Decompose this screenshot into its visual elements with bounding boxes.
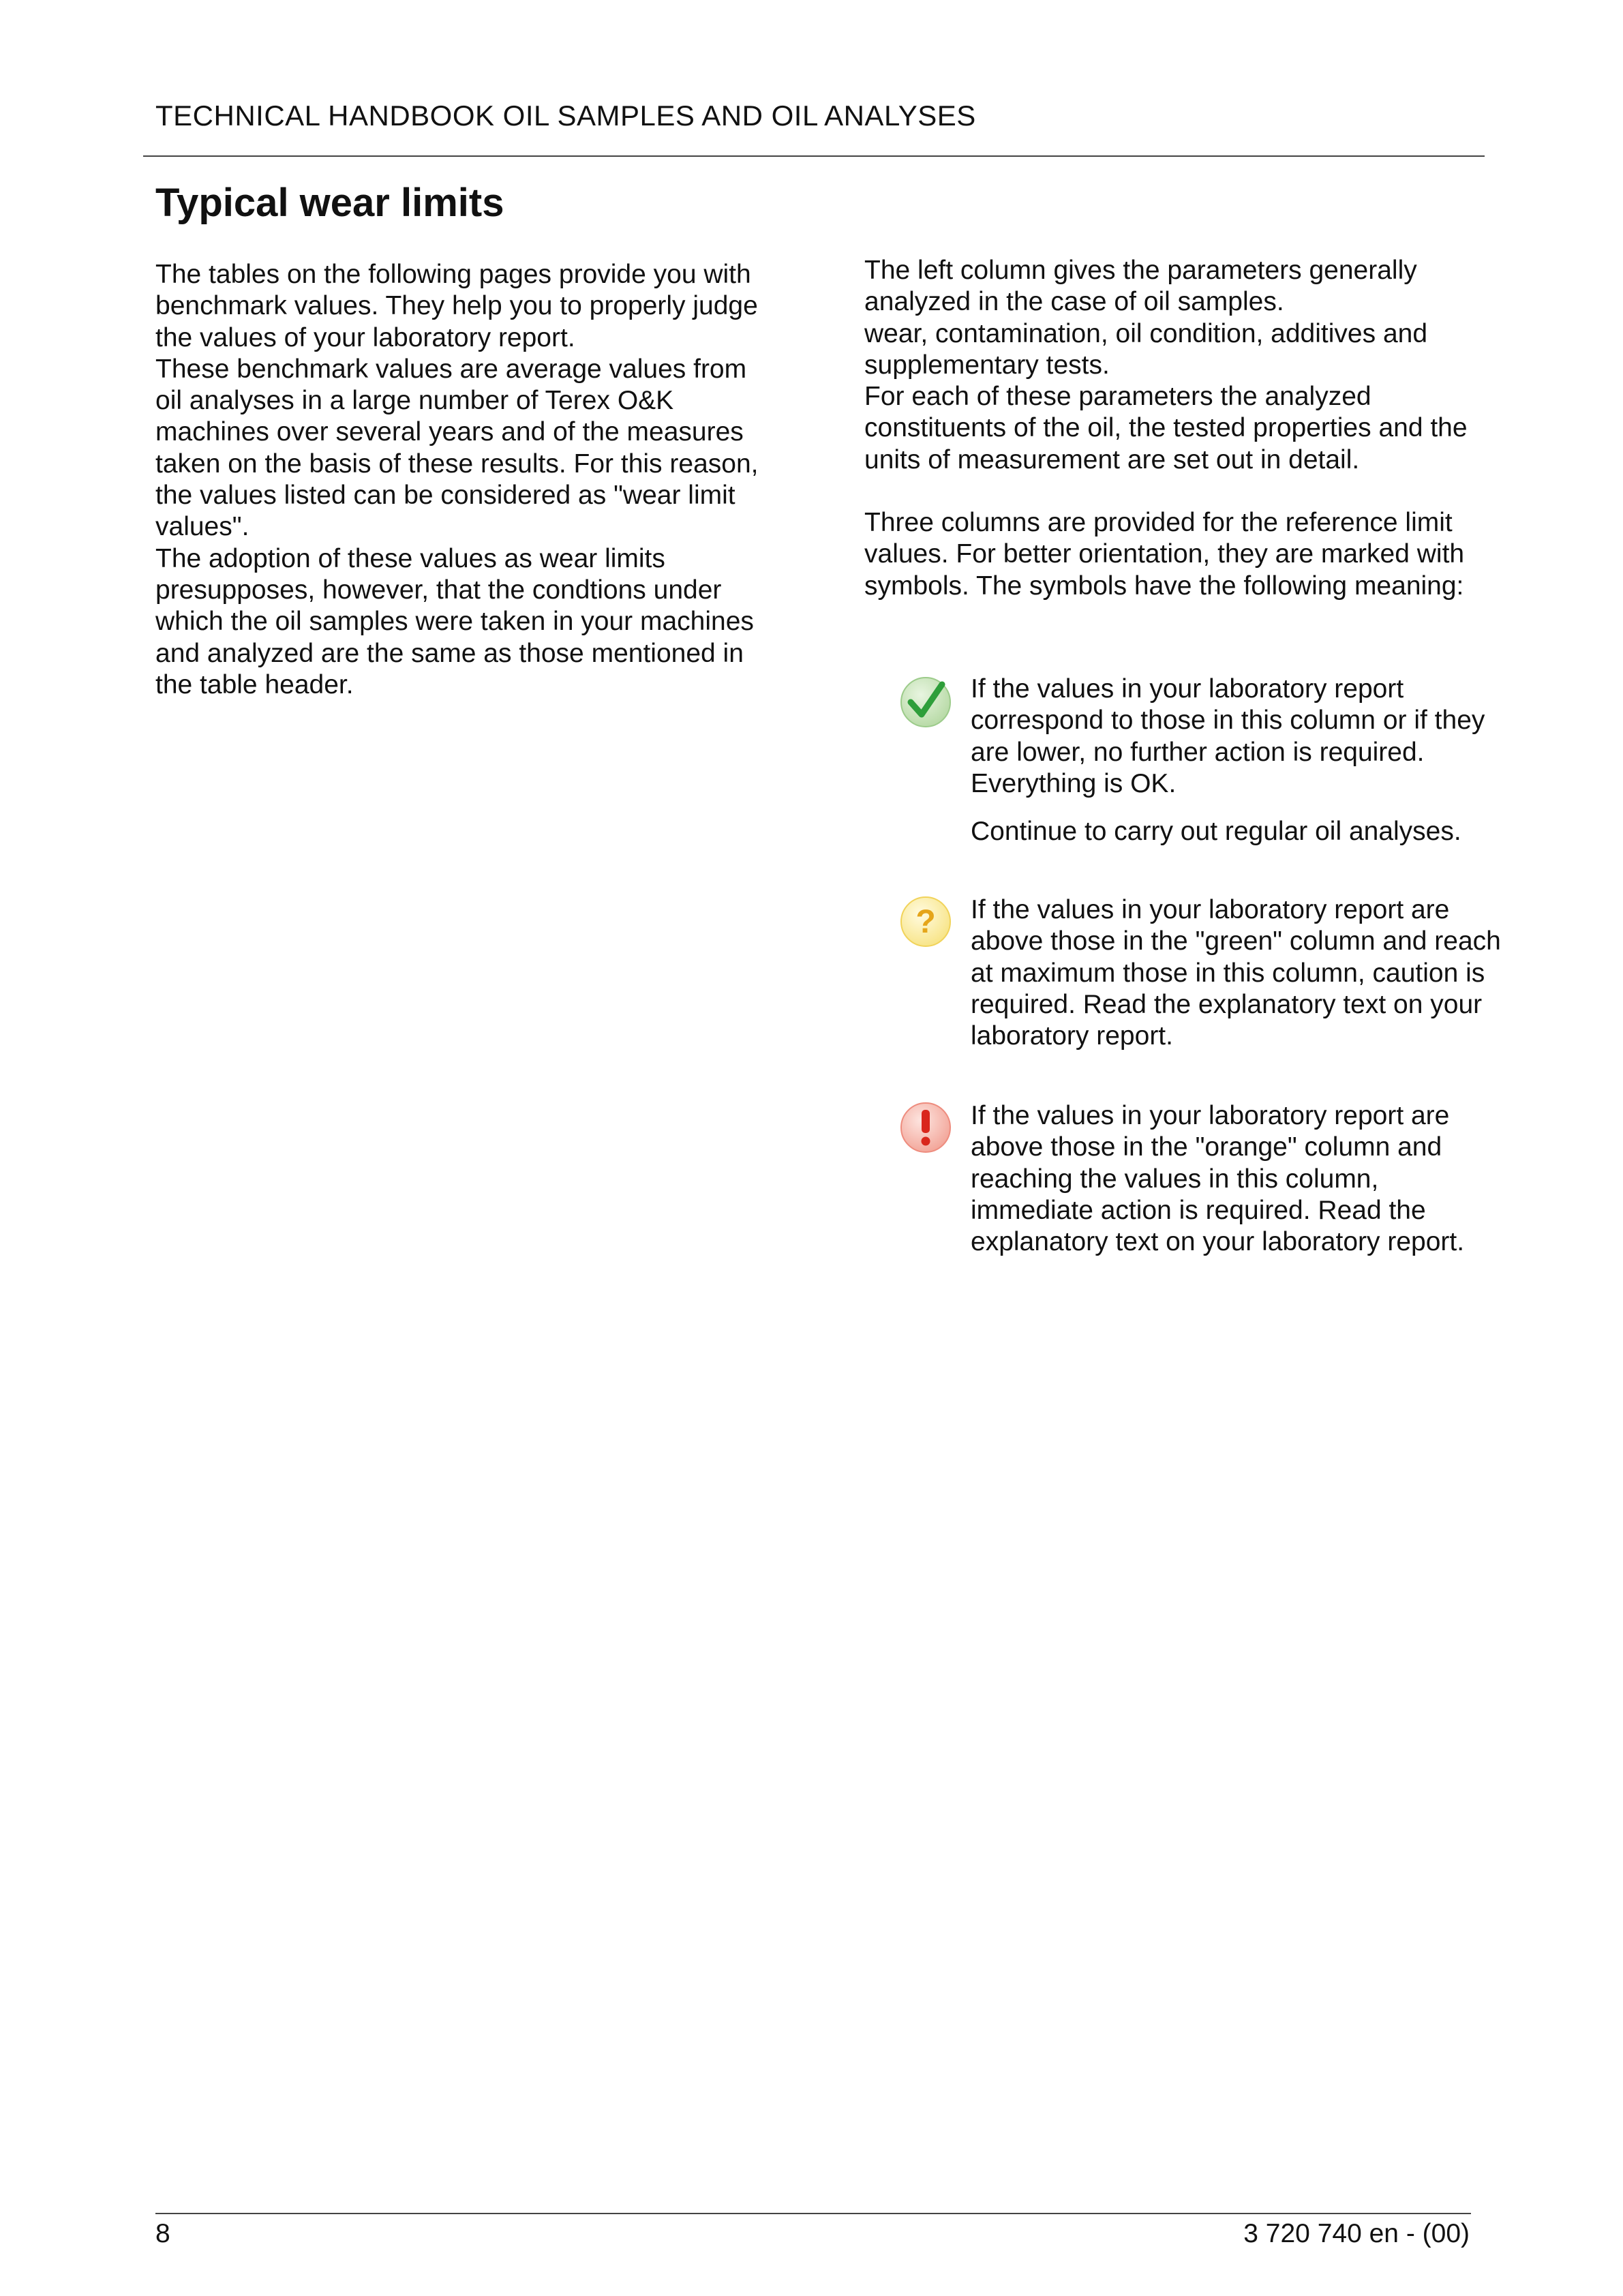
left-paragraph-2: These benchmark values are average values from oil analyses in a large number of Terex O&K machines over several years and of the measures taken on the basis of these results. For this reason, the values listed can be considered as "wear limit values". [155,354,759,542]
right-paragraph-2: wear, contamination, oil condition, additives and supplementary tests. [864,318,1428,380]
legend-ok-text [971,674,1502,847]
page-number: 8 [155,2219,170,2248]
legend-caution-description: If the values in your laboratory report are above those in the "green" column and reach at maximum those in this column, caution is required. Read the explanatory text on your laboratory report. [971,895,1501,1051]
legend-critical-description: If the values in your laboratory report are above those in the "orange" column and reaching the values in this column, immediate action is required. Read the explanatory text on your laboratory report. [971,1101,1465,1257]
footer-rule [155,2213,1471,2214]
legend-ok-description: If the values in your laboratory report correspond to those in this column or if they are lower, no further action is required. Everything is OK. [971,674,1485,798]
header-rule [143,155,1485,157]
left-paragraph-1: The tables on the following pages provide you with benchmark values. They help you to properly judge the values of your laboratory report. [155,260,758,352]
left-paragraph-3: The adoption of these values as wear limits presupposes, however, that the condtions under which the oil samples were taken in your machines and analyzed are the same as those mentioned in the table header. [155,543,754,699]
right-paragraph-1: The left column gives the parameters generally analyzed in the case of oil samples. [864,256,1417,317]
yellow-question-icon [898,894,953,949]
right-paragraph-3: For each of these parameters the analyzed constituents of the oil, the tested properties and the units of measurement are set out in detail. [864,382,1468,474]
right-paragraph-4: Three columns are provided for the reference limit values. For better orientation, they are marked with symbols. The symbols have the following meaning: [864,508,1465,601]
right-column [864,255,1491,602]
section-title: Typical wear limits [155,181,504,225]
running-header: TECHNICAL HANDBOOK OIL SAMPLES AND OIL ANALYSES [155,100,976,132]
document-number: 3 720 740 en - (00) [1243,2219,1470,2248]
green-check-icon [898,674,953,728]
legend-caution-text [971,894,1502,1052]
svg-text:?: ? [915,904,936,940]
legend-critical-text [971,1100,1502,1258]
legend-ok-note: Continue to carry out regular oil analyses. [971,817,1461,847]
left-column [155,259,769,701]
red-exclamation-icon [898,1100,953,1155]
